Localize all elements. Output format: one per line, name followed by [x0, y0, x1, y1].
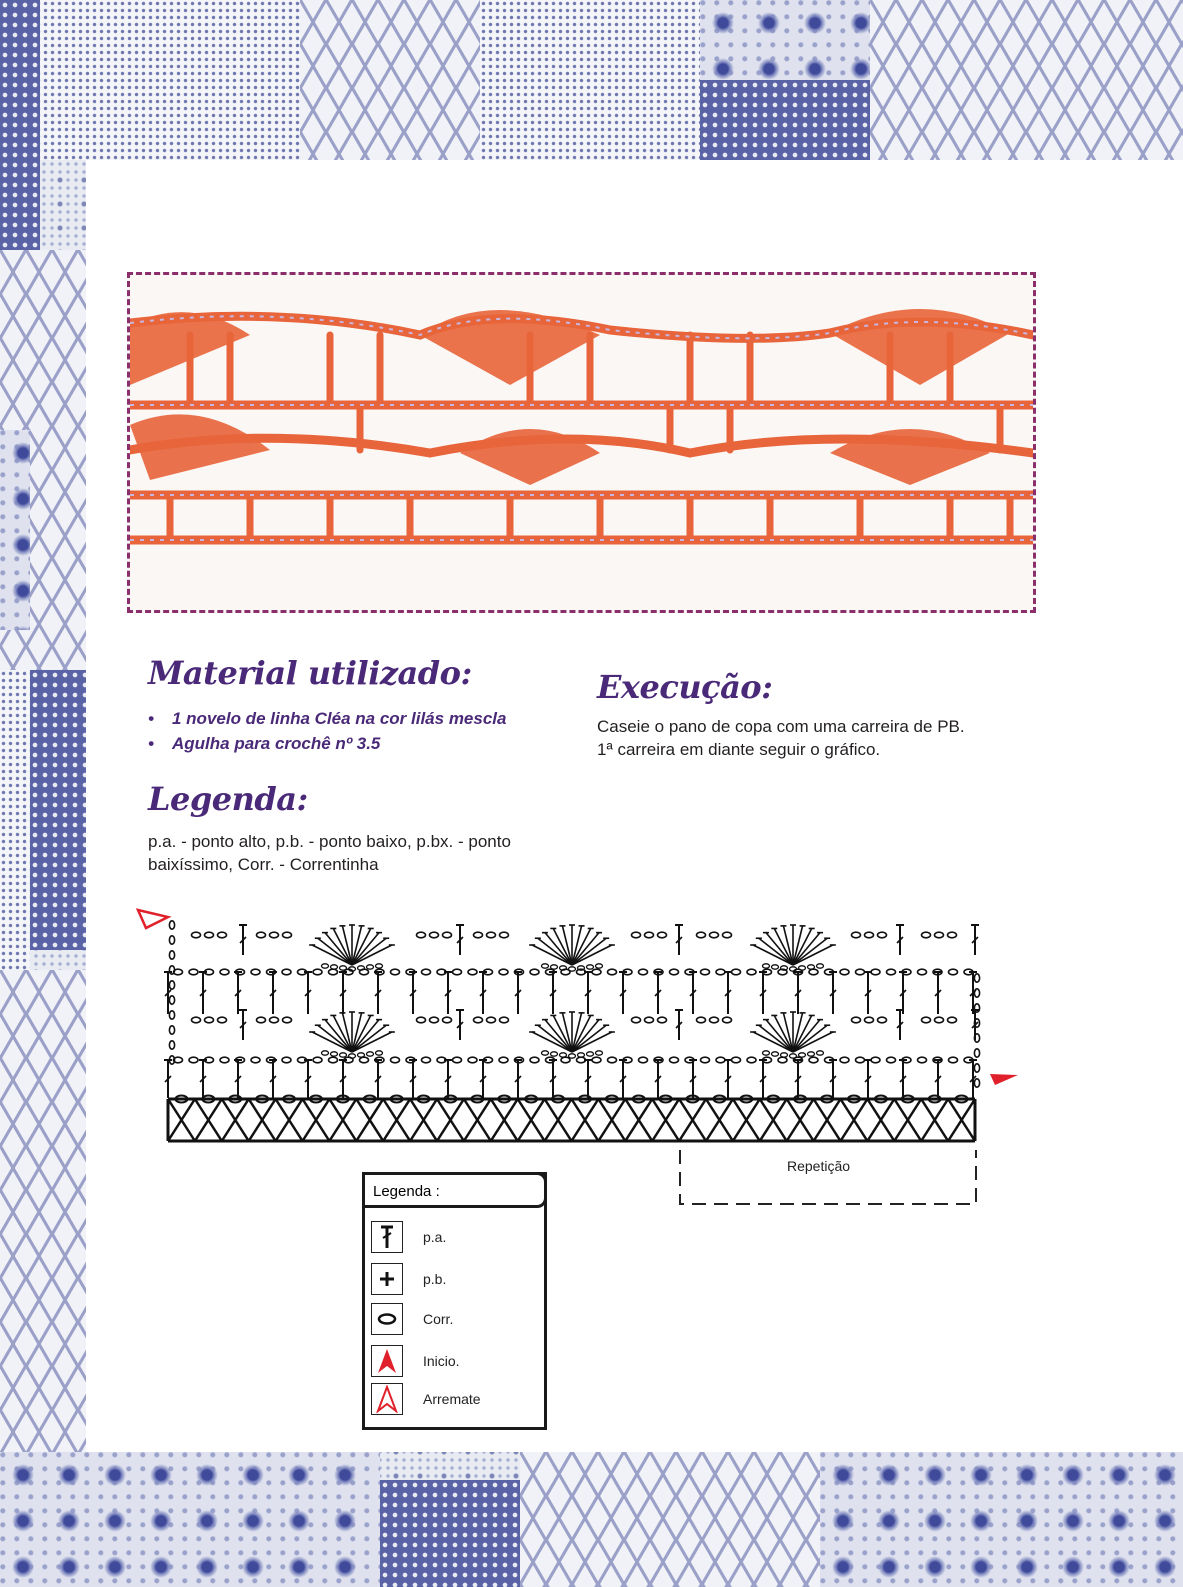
chain-stitch	[645, 932, 654, 938]
chain-stitch	[283, 1017, 292, 1023]
chain-stitch	[701, 1057, 710, 1063]
chain-stitch	[500, 1017, 509, 1023]
end-arrow-icon	[371, 1383, 403, 1415]
chain-stitch	[443, 932, 452, 938]
chain-stitch	[474, 1017, 483, 1023]
chain-stitch	[257, 1017, 266, 1023]
chain-stitch	[763, 964, 770, 968]
chain-stitch	[632, 932, 641, 938]
chain-stitch	[430, 932, 439, 938]
chain-stitch	[391, 1057, 400, 1063]
chain-stitch	[169, 951, 174, 959]
chain-stitch	[169, 936, 174, 944]
chain-stitch	[852, 932, 861, 938]
end-arrow-icon	[138, 910, 168, 928]
chart-legend	[362, 1172, 547, 1430]
chain-stitch	[772, 965, 779, 969]
chain-stitch	[856, 969, 865, 975]
chain-stitch	[169, 1041, 174, 1049]
chain-stitch	[218, 1017, 227, 1023]
chain-stitch	[468, 969, 477, 975]
chain-stitch	[856, 1057, 865, 1063]
chain-stitch	[205, 1017, 214, 1023]
chain-stitch	[487, 1017, 496, 1023]
chain-stitch	[799, 966, 806, 970]
chain-stitch	[340, 966, 347, 970]
chain-stitch	[422, 969, 431, 975]
chain-stitch	[808, 1052, 815, 1056]
chain-stitch	[670, 969, 679, 975]
chain-stitch	[367, 965, 374, 969]
execucao-line: Caseie o pano de copa com uma carreira de PB.	[597, 717, 965, 736]
chain-stitch	[251, 1057, 260, 1063]
chain-stitch	[169, 981, 174, 989]
pb-symbol-icon	[371, 1263, 403, 1295]
chain-stitch	[592, 1057, 601, 1063]
chain-stitch	[499, 1057, 508, 1063]
chain-stitch	[270, 932, 279, 938]
chain-stitch	[530, 1057, 539, 1063]
chain-stitch	[948, 1017, 957, 1023]
chain-stitch	[817, 1051, 824, 1055]
chain-stitch	[313, 969, 322, 975]
chain-stitch	[367, 1052, 374, 1056]
chain-stitch	[878, 932, 887, 938]
chain-stitch	[865, 1017, 874, 1023]
legend-row	[371, 1383, 541, 1417]
chain-stitch	[542, 1051, 549, 1055]
chain-stitch	[329, 1057, 338, 1063]
execucao-line: 1ª carreira em diante seguir o gráfico.	[597, 740, 881, 759]
chain-stitch	[658, 932, 667, 938]
chain-stitch	[716, 969, 725, 975]
chain-stitch	[887, 969, 896, 975]
chain-stitch	[949, 1057, 958, 1063]
chain-stitch	[587, 1052, 594, 1056]
legend-row	[371, 1345, 541, 1379]
chain-stitch	[922, 1017, 931, 1023]
chain-stitch	[453, 1057, 462, 1063]
chain-stitch	[697, 1017, 706, 1023]
chain-stitch	[569, 1054, 576, 1058]
legend-row	[371, 1221, 541, 1255]
chain-stitch	[974, 1064, 979, 1072]
chain-stitch	[974, 989, 979, 997]
chain-stitch	[487, 932, 496, 938]
legend-label: p.a.	[423, 1229, 447, 1245]
chain-stitch	[169, 1026, 174, 1034]
chain-stitch	[778, 1057, 787, 1063]
legend-title: Legenda :	[362, 1172, 547, 1208]
chain-stitch	[723, 1017, 732, 1023]
chain-stitch	[670, 1057, 679, 1063]
chain-stitch	[608, 969, 617, 975]
chain-stitch	[809, 969, 818, 975]
chain-stitch	[313, 1057, 322, 1063]
chain-stitch	[322, 1051, 329, 1055]
chain-stitch	[189, 1057, 198, 1063]
chain-stitch	[282, 1057, 291, 1063]
chain-stitch	[530, 969, 539, 975]
chain-stitch	[840, 969, 849, 975]
chain-stitch	[560, 1053, 567, 1057]
chain-stitch	[974, 974, 979, 982]
list-item: • Agulha para crochê nº 3.5	[148, 731, 506, 756]
chain-stitch	[772, 1052, 779, 1056]
chain-stitch	[596, 1051, 603, 1055]
chain-stitch	[551, 1052, 558, 1056]
chain-stitch	[551, 965, 558, 969]
chain-stitch	[468, 1057, 477, 1063]
chain-stitch	[608, 1057, 617, 1063]
legenda-text: p.a. - ponto alto, p.b. - ponto baixo, p.bx. - ponto baixíssimo, Corr. - Correntinha	[148, 832, 511, 874]
chain-stitch	[417, 932, 426, 938]
legend-row	[371, 1263, 541, 1297]
start-arrow-icon	[371, 1345, 403, 1377]
chain-stitch	[376, 964, 383, 968]
chain-stitch	[474, 932, 483, 938]
chain-stitch	[840, 1057, 849, 1063]
chain-stitch	[596, 964, 603, 968]
legend-label: p.b.	[423, 1271, 447, 1287]
chain-stitch	[282, 969, 291, 975]
legend-row	[371, 1303, 541, 1337]
chain-stitch	[360, 1057, 369, 1063]
chain-stitch	[205, 932, 214, 938]
chain-stitch	[645, 1017, 654, 1023]
chain-stitch	[974, 1079, 979, 1087]
legend-label: Arremate	[423, 1391, 481, 1407]
chain-stitch	[887, 1057, 896, 1063]
execucao-heading: Execução:	[597, 668, 773, 706]
chain-stitch	[257, 932, 266, 938]
chain-stitch	[283, 932, 292, 938]
chain-stitch	[443, 1017, 452, 1023]
chain-stitch	[701, 969, 710, 975]
chain-stitch	[376, 1051, 383, 1055]
chain-stitch	[852, 1017, 861, 1023]
chain-stitch	[809, 1057, 818, 1063]
chain-stitch	[817, 964, 824, 968]
chain-stitch	[935, 932, 944, 938]
chain-stitch	[716, 1057, 725, 1063]
start-arrow-icon	[990, 1074, 1018, 1085]
chain-stitch	[430, 1017, 439, 1023]
chain-stitch	[747, 1057, 756, 1063]
chain-stitch	[747, 969, 756, 975]
legend-label: Corr.	[423, 1311, 454, 1327]
chain-stitch	[697, 932, 706, 938]
chain-stitch	[639, 1057, 648, 1063]
chain-stitch	[922, 932, 931, 938]
chain-stitch	[658, 1017, 667, 1023]
chain-stitch	[587, 965, 594, 969]
chain-stitch	[500, 932, 509, 938]
chain-stitch	[340, 1053, 347, 1057]
material-heading: Material utilizado:	[148, 654, 472, 692]
chain-stitch	[732, 1057, 741, 1063]
legenda-heading: Legenda:	[148, 780, 308, 818]
chain-stitch	[878, 1017, 887, 1023]
chain-stitch	[763, 1051, 770, 1055]
chain-stitch	[710, 1017, 719, 1023]
chain-stitch	[918, 969, 927, 975]
chain-stitch	[632, 1017, 641, 1023]
repeat-label: Repetição	[787, 1158, 851, 1174]
chain-stitch	[710, 932, 719, 938]
chain-stitch	[935, 1017, 944, 1023]
chain-stitch	[453, 969, 462, 975]
chain-stitch	[329, 969, 338, 975]
chain-stitch	[561, 1057, 570, 1063]
chain-stitch	[169, 1011, 174, 1019]
chain-stitch	[169, 996, 174, 1004]
chain-stitch	[974, 1049, 979, 1057]
chain-stitch	[220, 969, 229, 975]
chain-stitch	[732, 969, 741, 975]
chain-stitch	[808, 965, 815, 969]
chain-stitch	[169, 921, 174, 929]
chain-stitch	[358, 1053, 365, 1057]
chain-stitch	[391, 969, 400, 975]
chain-symbol-icon	[371, 1303, 403, 1335]
chain-stitch	[542, 964, 549, 968]
chain-stitch	[192, 932, 201, 938]
chain-stitch	[871, 1057, 880, 1063]
chain-stitch	[592, 969, 601, 975]
chain-stitch	[192, 1017, 201, 1023]
chart-marks	[164, 921, 980, 1141]
chain-stitch	[569, 967, 576, 971]
chain-stitch	[949, 969, 958, 975]
chain-stitch	[639, 969, 648, 975]
chain-stitch	[871, 969, 880, 975]
chain-stitch	[331, 1052, 338, 1056]
chain-stitch	[790, 1054, 797, 1058]
pa-symbol-icon	[371, 1221, 403, 1253]
chain-stitch	[799, 1053, 806, 1057]
chain-stitch	[865, 932, 874, 938]
chain-stitch	[422, 1057, 431, 1063]
chain-stitch	[251, 969, 260, 975]
chain-stitch	[974, 1034, 979, 1042]
chain-stitch	[218, 932, 227, 938]
chain-stitch	[499, 969, 508, 975]
chain-stitch	[723, 932, 732, 938]
chain-stitch	[189, 969, 198, 975]
list-item: • 1 novelo de linha Cléa na cor lilás mescla	[148, 706, 506, 731]
chain-stitch	[270, 1017, 279, 1023]
chain-stitch	[322, 964, 329, 968]
chain-stitch	[417, 1017, 426, 1023]
chain-stitch	[220, 1057, 229, 1063]
chain-stitch	[918, 1057, 927, 1063]
legend-label: Inicio.	[423, 1353, 460, 1369]
chain-stitch	[948, 932, 957, 938]
